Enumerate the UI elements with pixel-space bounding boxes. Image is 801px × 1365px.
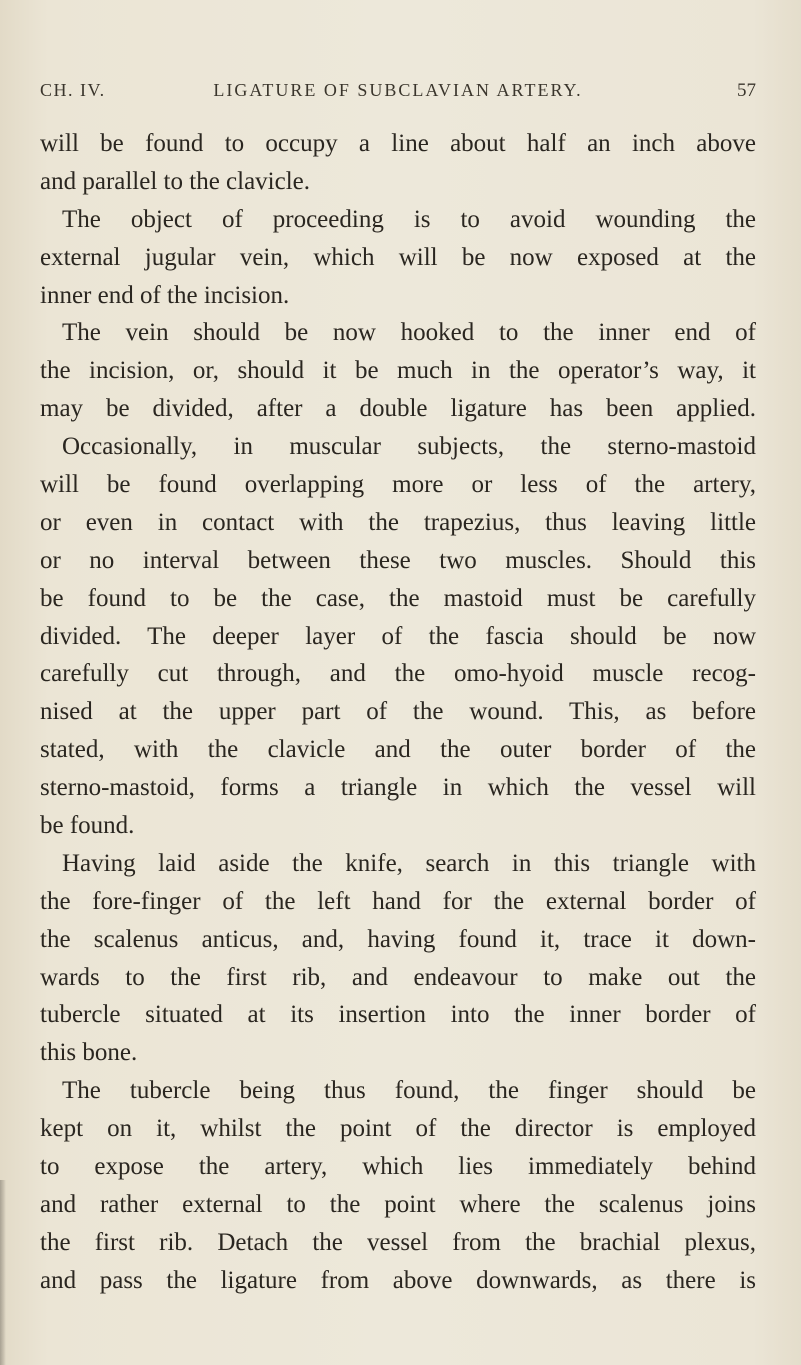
text-line: kept on it, whilst the point of the director is employed (40, 1115, 756, 1143)
text-line: or even in contact with the trapezius, thus leaving little (40, 508, 756, 536)
text-line: the scalenus anticus, and, having found it, trace it down- (40, 925, 756, 953)
text-line: external jugular vein, which will be now exposed at the (40, 243, 756, 271)
text-line: will be found overlapping more or less of the artery, (40, 471, 756, 499)
text-line: and pass the ligature from above downwards, as there is (40, 1266, 756, 1294)
text-line: tubercle situated at its insertion into the inner border of (40, 1001, 756, 1029)
running-header (40, 80, 756, 108)
text-line: the fore-finger of the left hand for the external border of (40, 887, 756, 915)
text-line: be found. (40, 812, 135, 840)
page-number: 57 (737, 80, 756, 101)
text-line: The object of proceeding is to avoid wounding the (62, 205, 756, 233)
text-line: The vein should be now hooked to the inner end of (62, 319, 756, 347)
text-line: be found to be the case, the mastoid must be carefully (40, 584, 756, 612)
text-line: sterno-mastoid, forms a triangle in which the vessel will (40, 774, 756, 802)
text-line: may be divided, after a double ligature has been applied. (40, 395, 756, 423)
text-line: will be found to occupy a line about half an inch above (40, 130, 756, 157)
text-line: Occasionally, in muscular subjects, the sterno-mastoid (62, 433, 756, 461)
text-line: wards to the first rib, and endeavour to make out the (40, 963, 756, 991)
body-text (40, 125, 756, 1300)
text-line: carefully cut through, and the omo-hyoid muscle recog- (40, 660, 756, 688)
text-line: The tubercle being thus found, the finger should be (62, 1077, 756, 1105)
text-line: to expose the artery, which lies immediately behind (40, 1153, 756, 1181)
text-line: and rather external to the point where the scalenus joins (40, 1190, 756, 1218)
text-line: stated, with the clavicle and the outer border of the (40, 736, 756, 764)
text-line: the incision, or, should it be much in the operator’s way, it (40, 357, 756, 385)
chapter-label: CH. IV. (40, 80, 106, 100)
text-line: divided. The deeper layer of the fascia should be now (40, 622, 756, 650)
text-line: or no interval between these two muscles. Should this (40, 546, 756, 574)
text-line: Having laid aside the knife, search in this triangle with (62, 849, 756, 877)
text-line: this bone. (40, 1039, 138, 1067)
text-line: the first rib. Detach the vessel from the brachial plexus, (40, 1228, 756, 1256)
text-line: nised at the upper part of the wound. This, as before (40, 698, 756, 726)
running-title: LIGATURE OF SUBCLAVIAN ARTERY. (213, 80, 583, 100)
text-line: inner end of the incision. (40, 281, 290, 309)
text-line: and parallel to the clavicle. (40, 167, 311, 195)
binding-shadow (0, 1180, 6, 1365)
